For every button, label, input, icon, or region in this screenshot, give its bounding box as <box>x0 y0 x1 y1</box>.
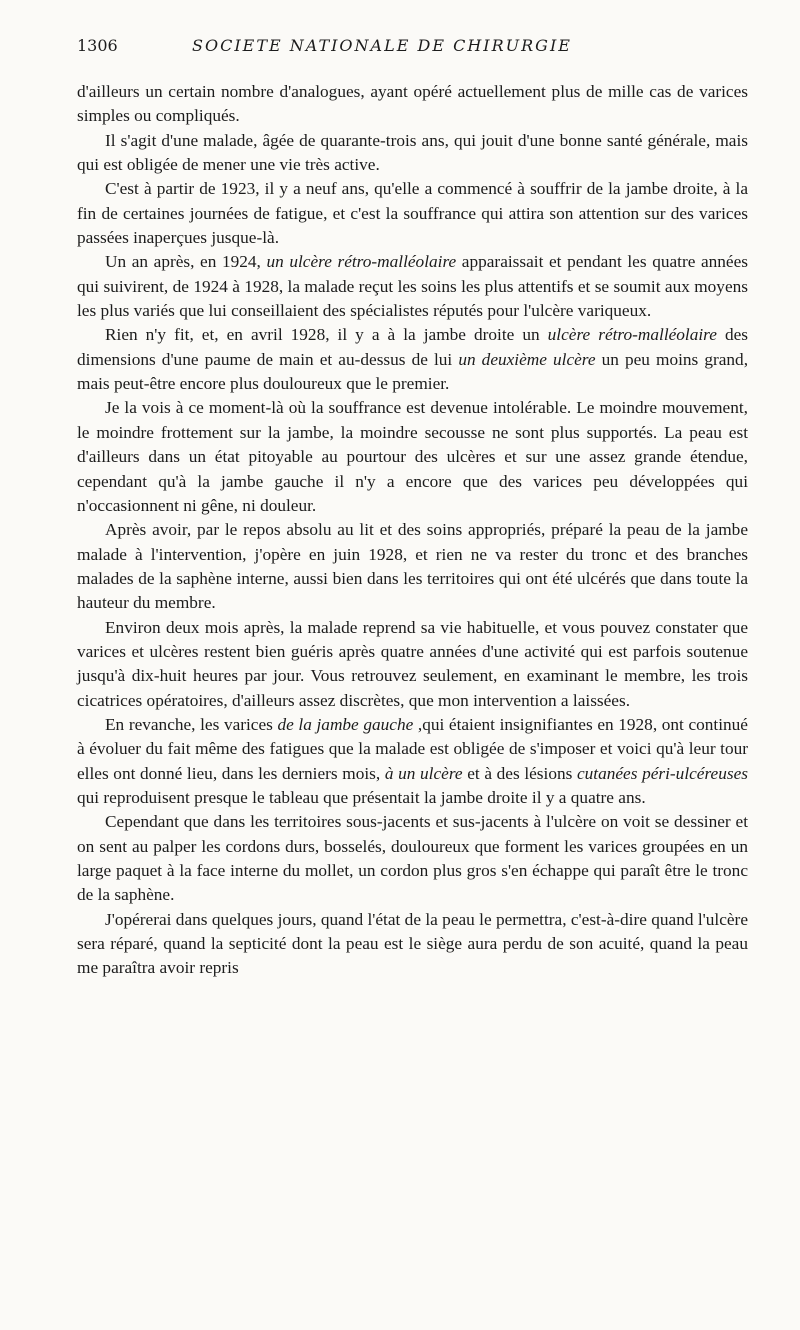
text-run: En revanche, les varices <box>105 714 278 734</box>
text-run: J'opérerai dans quelques jours, quand l'état de la peau le permettra, c'est-à-dire quand l'ulcère sera réparé, quand la septicité dont la peau est le siège aura perdu de son acuité, quand la peau me paraîtra avoir repris <box>77 909 748 978</box>
paragraph <box>77 177 748 250</box>
paragraph <box>77 80 748 129</box>
page-header <box>77 36 748 66</box>
italic-text: un deuxième ulcère <box>458 349 596 369</box>
italic-text: de la jambe gauche <box>277 714 414 734</box>
italic-text: cutanées péri-ulcéreuses <box>576 763 748 783</box>
article-body <box>77 80 748 981</box>
text-run: Après avoir, par le repos absolu au lit et des soins appropriés, préparé la peau de la jambe malade à l'intervention, j'opère en juin 1928, et rien ne va rester du tronc et des branches malades de la saphène interne, aussi bien dans les territoires qui ont été ulcérés que dans toute la hauteur du membre. <box>77 520 748 613</box>
paragraph <box>77 616 748 713</box>
running-title: SOCIETE NATIONALE DE CHIRURGIE <box>192 36 572 55</box>
text-run: qui reproduisent presque le tableau que présentait la jambe droite il y a quatre ans. <box>77 787 646 807</box>
paragraph <box>77 129 748 178</box>
text-run: et à des lésions <box>462 763 577 783</box>
italic-text: un ulcère rétro-malléolaire <box>266 252 457 272</box>
paragraph <box>77 323 748 396</box>
paragraph <box>77 518 748 615</box>
text-run: des dimensions d'une paume de main et au-dessus de lui <box>77 325 749 369</box>
text-run: un peu moins grand, mais peut-être encore plus douloureux que le premier. <box>77 349 749 394</box>
text-run: Cependant que dans les territoires sous-jacents et sus-jacents à l'ulcère on voit se dessiner et on sent au palper les cordons durs, bosselés, douloureux que forment les varices groupées en un large paquet à la face interne du mollet, un cordon plus gros s'en échappe qui paraît être le tronc de la saphène. <box>77 812 748 905</box>
italic-text: ulcère rétro-malléolaire <box>547 325 717 345</box>
page-number: 1306 <box>77 36 118 55</box>
paragraph <box>77 396 748 518</box>
text-run: ,qui étaient insignifiantes en 1928, ont continué à évoluer du fait même des fatigues que la malade est obligée de s'imposer et voici qu'à leur tour elles ont donné lieu, dans les derniers mois, <box>77 714 748 783</box>
italic-text: à un ulcère <box>384 763 463 783</box>
paragraph <box>77 250 748 323</box>
text-run: Environ deux mois après, la malade reprend sa vie habituelle, et vous pouvez constater que varices et ulcères restent bien guéris après quatre années d'une activité qui est parfois soutenue jusqu'à dix-huit heures par jour. Vous retrouvez seulement, en examinant le membre, les trois cicatrices opératoires, d'ailleurs assez discrètes, que mon intervention a laissées. <box>77 617 748 710</box>
text-run: Il s'agit d'une malade, âgée de quarante-trois ans, qui jouit d'une bonne santé générale, mais qui est obligée de mener une vie très active. <box>77 130 748 175</box>
paragraph <box>77 713 748 810</box>
text-run: C'est à partir de 1923, il y a neuf ans, qu'elle a commencé à souffrir de la jambe droite, à la fin de certaines journées de fatigue, et c'est la souffrance qui attira son attention sur des varices passées inaperçues jusque-là. <box>77 179 748 248</box>
text-run: apparaissait et pendant les quatre années qui suivirent, de 1924 à 1928, la malade reçut les soins les plus attentifs et se soumit aux moyens les plus variés que lui conseillaient des spécialistes réputés pour l'ulcère variqueux. <box>77 252 748 321</box>
text-run: Rien n'y fit, et, en avril 1928, il y a à la jambe droite un <box>105 325 548 345</box>
text-run: Je la vois à ce moment-là où la souffrance est devenue intolérable. Le moindre mouvement, le moindre frottement sur la jambe, la moindre secousse ne sont plus supportés. La peau est d'ailleurs dans un état pitoyable au pourtour des ulcères et sur une assez grande étendue, cependant qu'à la jambe gauche il n'y a encore que des varices peu développées qui n'occasionnent ni gêne, ni douleur. <box>77 398 748 515</box>
paragraph <box>77 810 748 907</box>
text-run: d'ailleurs un certain nombre d'analogues, ayant opéré actuellement plus de mille cas de varices simples ou compliqués. <box>77 82 748 126</box>
text-run: Un an après, en 1924, <box>105 252 267 272</box>
paragraph <box>77 908 748 981</box>
